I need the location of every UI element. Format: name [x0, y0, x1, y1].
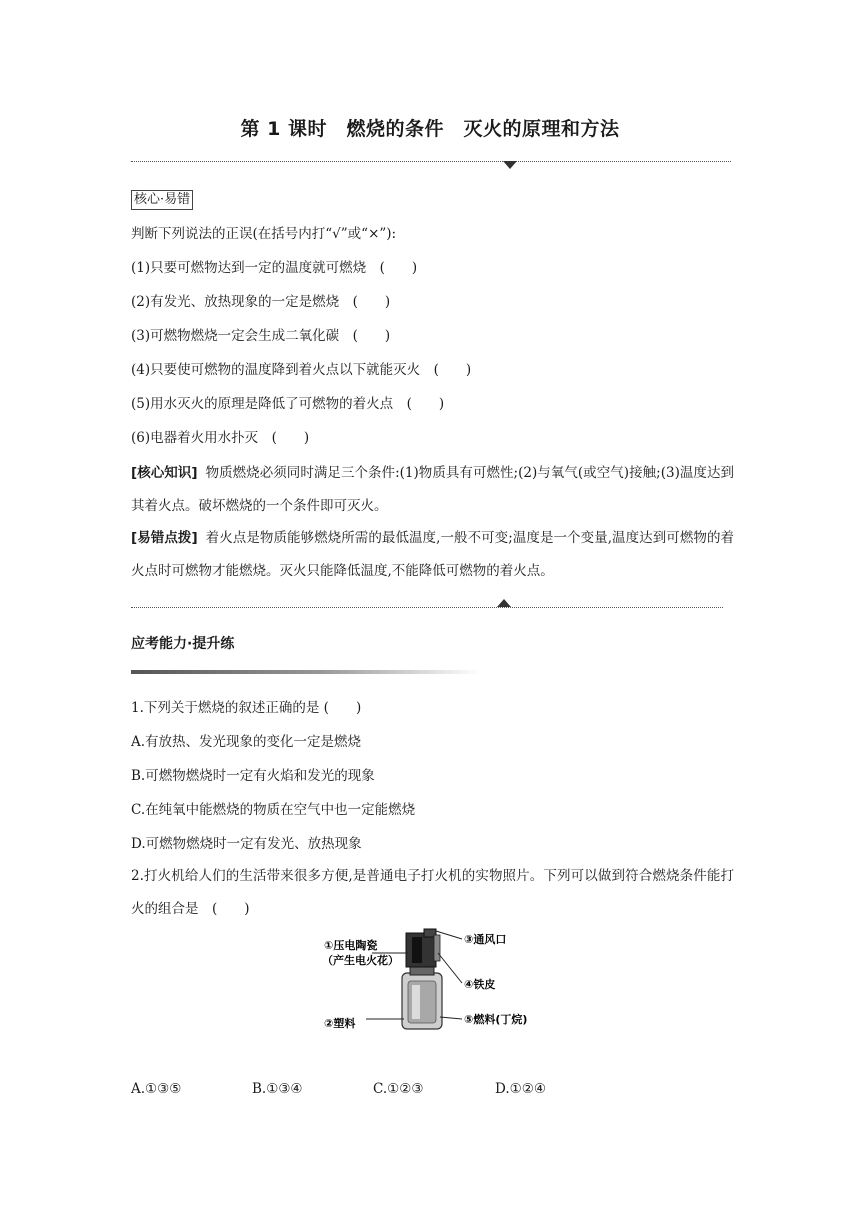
question-2-option-c: C.①②③: [373, 1081, 424, 1097]
question-1-option-b: B.可燃物燃烧时一定有火焰和发光的现象: [131, 768, 375, 784]
question-2-option-a: A.①③⑤: [131, 1081, 182, 1097]
question-1-stem: 1.下列关于燃烧的叙述正确的是 ( ): [131, 700, 362, 716]
label-vent: ③通风口: [464, 933, 507, 946]
instruction-text: 判断下列说法的正误(在括号内打“√”或“×”):: [131, 226, 397, 242]
judgment-item-4: (4)只要使可燃物的温度降到着火点以下就能灭火 ( ): [131, 362, 472, 378]
section-underline: [131, 670, 481, 674]
core-knowledge-text: 物质燃烧必须同时满足三个条件:(1)物质具有可燃性;(2)与氧气(或空气)接触;(3)温度达到其着火点。破坏燃烧的一个条件即可灭火。: [131, 465, 734, 514]
core-error-label: 核心·易错: [131, 190, 193, 210]
label-piezo: ①压电陶瓷: [324, 939, 378, 952]
label-iron: ④铁皮: [464, 978, 496, 991]
error-tip: [131, 522, 734, 588]
judgment-item-6: (6)电器着火用水扑灭 ( ): [131, 430, 310, 446]
question-2-stem: 2.打火机给人们的生活带来很多方便,是普通电子打火机的实物照片。下列可以做到符合燃烧条件能打火的组合是 ( ): [131, 868, 734, 917]
question-2-option-d: D.①②④: [495, 1081, 546, 1097]
lighter-illustration: [322, 925, 542, 1035]
lighter-figure: [322, 925, 542, 1035]
judgment-item-5: (5)用水灭火的原理是降低了可燃物的着火点 ( ): [131, 396, 445, 412]
divider-marker-up: [497, 599, 511, 607]
label-plastic: ②塑料: [324, 1017, 356, 1030]
page-title: 第 1 课时 燃烧的条件 灭火的原理和方法: [240, 118, 620, 140]
core-knowledge: [131, 457, 734, 523]
judgment-item-1: (1)只要可燃物达到一定的温度就可燃烧 ( ): [131, 260, 418, 276]
question-2-option-b: B.①③④: [252, 1081, 303, 1097]
error-tip-tag: [易错点拨]: [131, 530, 198, 546]
bottom-divider: [131, 607, 723, 608]
section-title: 应考能力·提升练: [131, 636, 235, 652]
question-1-option-c: C.在纯氧中能燃烧的物质在空气中也一定能燃烧: [131, 802, 416, 818]
core-knowledge-tag: [核心知识]: [131, 465, 198, 481]
label-fuel: ⑤燃料(丁烷): [464, 1013, 528, 1026]
judgment-item-2: (2)有发光、放热现象的一定是燃烧 ( ): [131, 294, 391, 310]
judgment-item-3: (3)可燃物燃烧一定会生成二氧化碳 ( ): [131, 328, 391, 344]
question-1-option-a: A.有放热、发光现象的变化一定是燃烧: [131, 734, 362, 750]
top-divider: [131, 161, 731, 162]
error-tip-text: 着火点是物质能够燃烧所需的最低温度,一般不可变;温度是一个变量,温度达到可燃物的着火点时可燃物才能燃烧。灭火只能降低温度,不能降低可燃物的着火点。: [131, 530, 734, 579]
label-spark: （产生电火花）: [322, 954, 399, 967]
divider-marker-down: [503, 161, 517, 169]
question-1-option-d: D.可燃物燃烧时一定有发光、放热现象: [131, 836, 362, 852]
